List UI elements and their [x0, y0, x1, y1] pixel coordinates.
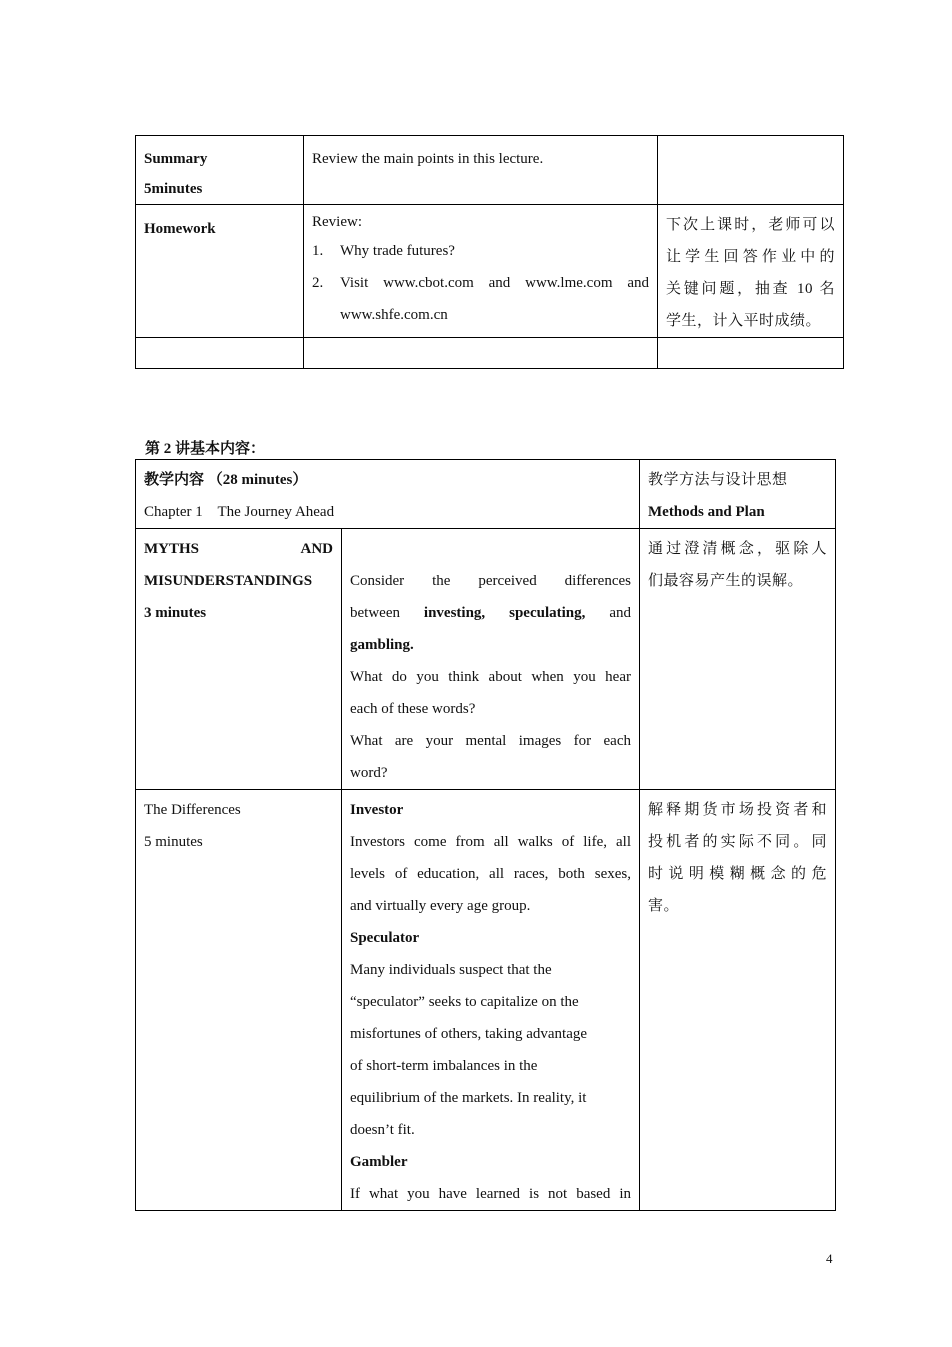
speculator-line: misfortunes of others, taking advantage — [350, 1026, 588, 1042]
myths-content-cell — [342, 529, 640, 790]
myths-title-word: AND — [300, 541, 333, 557]
speculator-line: doesn’t fit. — [350, 1122, 415, 1138]
myths-content-line: Consider the perceived differences — [350, 573, 631, 589]
gambler-heading: Gambler — [350, 1154, 408, 1170]
summary-title: Summary — [144, 151, 208, 167]
summary-title-cell — [136, 136, 304, 205]
myths-content-line: word? — [350, 765, 388, 781]
empty-cell — [136, 338, 304, 369]
homework-item-number: 1. — [312, 243, 324, 259]
myths-content-line: gambling. — [350, 637, 414, 653]
homework-notes-line: 学生，计入平时成绩。 — [666, 313, 822, 329]
speculator-line: “speculator” seeks to capitalize on the — [350, 994, 579, 1010]
differences-title-cell — [136, 790, 342, 1211]
investor-line: levels of education, all races, both sexes, — [350, 866, 631, 882]
differences-notes-line: 时说明模糊概念的危 — [648, 866, 827, 882]
investor-heading: Investor — [350, 802, 404, 818]
homework-item-1 — [312, 235, 649, 267]
summary-notes-cell — [658, 136, 844, 205]
content-header-title: 教学内容 （28 minutes） — [144, 472, 308, 488]
differences-row — [136, 790, 836, 1211]
speculator-line: of short-term imbalances in the — [350, 1058, 538, 1074]
chapter-label: Chapter 1 The Journey Ahead — [144, 504, 335, 520]
myths-time: 3 minutes — [144, 605, 207, 621]
homework-row — [136, 205, 844, 338]
summary-content: Review the main points in this lecture. — [312, 151, 544, 167]
homework-item-2 — [312, 267, 649, 299]
myths-notes-line: 们最容易产生的误解。 — [648, 573, 804, 589]
homework-item-2-continued: www.shfe.com.cn — [340, 307, 448, 323]
differences-notes-line: 解释期货市场投资者和 — [648, 802, 827, 818]
differences-notes-line: 投机者的实际不同。同 — [648, 834, 827, 850]
homework-notes-cell — [658, 205, 844, 338]
myths-content-line: What do you think about when you hear — [350, 669, 631, 685]
summary-row — [136, 136, 844, 205]
empty-row — [136, 338, 844, 369]
summary-content-cell — [304, 136, 658, 205]
homework-title: Homework — [144, 221, 216, 237]
gambler-line: If what you have learned is not based in — [350, 1186, 631, 1202]
myths-notes-line: 通过澄清概念，驱除人 — [648, 541, 827, 557]
homework-notes-line: 下次上课时，老师可以 — [666, 217, 835, 233]
speculator-line: Many individuals suspect that the — [350, 962, 552, 978]
myths-content-line: between investing, speculating, and — [350, 605, 631, 621]
lesson-plan-table-2 — [135, 459, 836, 1211]
homework-notes-line: 关键问题，抽查 10 名 — [666, 281, 835, 297]
differences-notes-line: 害。 — [648, 898, 680, 914]
section-title: 第 2 讲基本内容： — [145, 441, 266, 457]
homework-notes-line: 让学生回答作业中的 — [666, 249, 835, 265]
investor-line: Investors come from all walks of life, all — [350, 834, 631, 850]
homework-content-cell — [304, 205, 658, 338]
homework-item-number: 2. — [312, 275, 324, 291]
page-number: 4 — [826, 1251, 833, 1266]
myths-title-cell — [136, 529, 342, 790]
myths-title-line-2: MISUNDERSTANDINGS — [144, 573, 313, 589]
speculator-heading: Speculator — [350, 930, 420, 946]
methods-header-cell — [640, 460, 836, 529]
empty-cell — [658, 338, 844, 369]
table-header-row — [136, 460, 836, 529]
myths-notes-cell — [640, 529, 836, 790]
homework-title-cell — [136, 205, 304, 338]
lesson-plan-table-1 — [135, 135, 844, 369]
myths-content-line: each of these words? — [350, 701, 476, 717]
content-header-cell — [136, 460, 640, 529]
differences-title: The Differences — [144, 802, 241, 818]
summary-time: 5minutes — [144, 181, 203, 197]
homework-item-text: Visit www.cbot.com and www.lme.com and — [340, 275, 649, 291]
myths-title-word: MYTHS — [144, 541, 200, 557]
speculator-line: equilibrium of the markets. In reality, it — [350, 1090, 587, 1106]
myths-title-line — [144, 533, 333, 565]
investor-line: and virtually every age group. — [350, 898, 531, 914]
methods-header-en: Methods and Plan — [648, 504, 765, 520]
methods-header-cn: 教学方法与设计思想 — [648, 472, 788, 488]
differences-content-cell — [342, 790, 640, 1211]
myths-row — [136, 529, 836, 790]
differences-notes-cell — [640, 790, 836, 1211]
homework-intro: Review: — [312, 214, 362, 230]
myths-content-line: What are your mental images for each — [350, 733, 631, 749]
homework-item-text: Why trade futures? — [340, 243, 455, 259]
differences-time: 5 minutes — [144, 834, 203, 850]
empty-cell — [304, 338, 658, 369]
